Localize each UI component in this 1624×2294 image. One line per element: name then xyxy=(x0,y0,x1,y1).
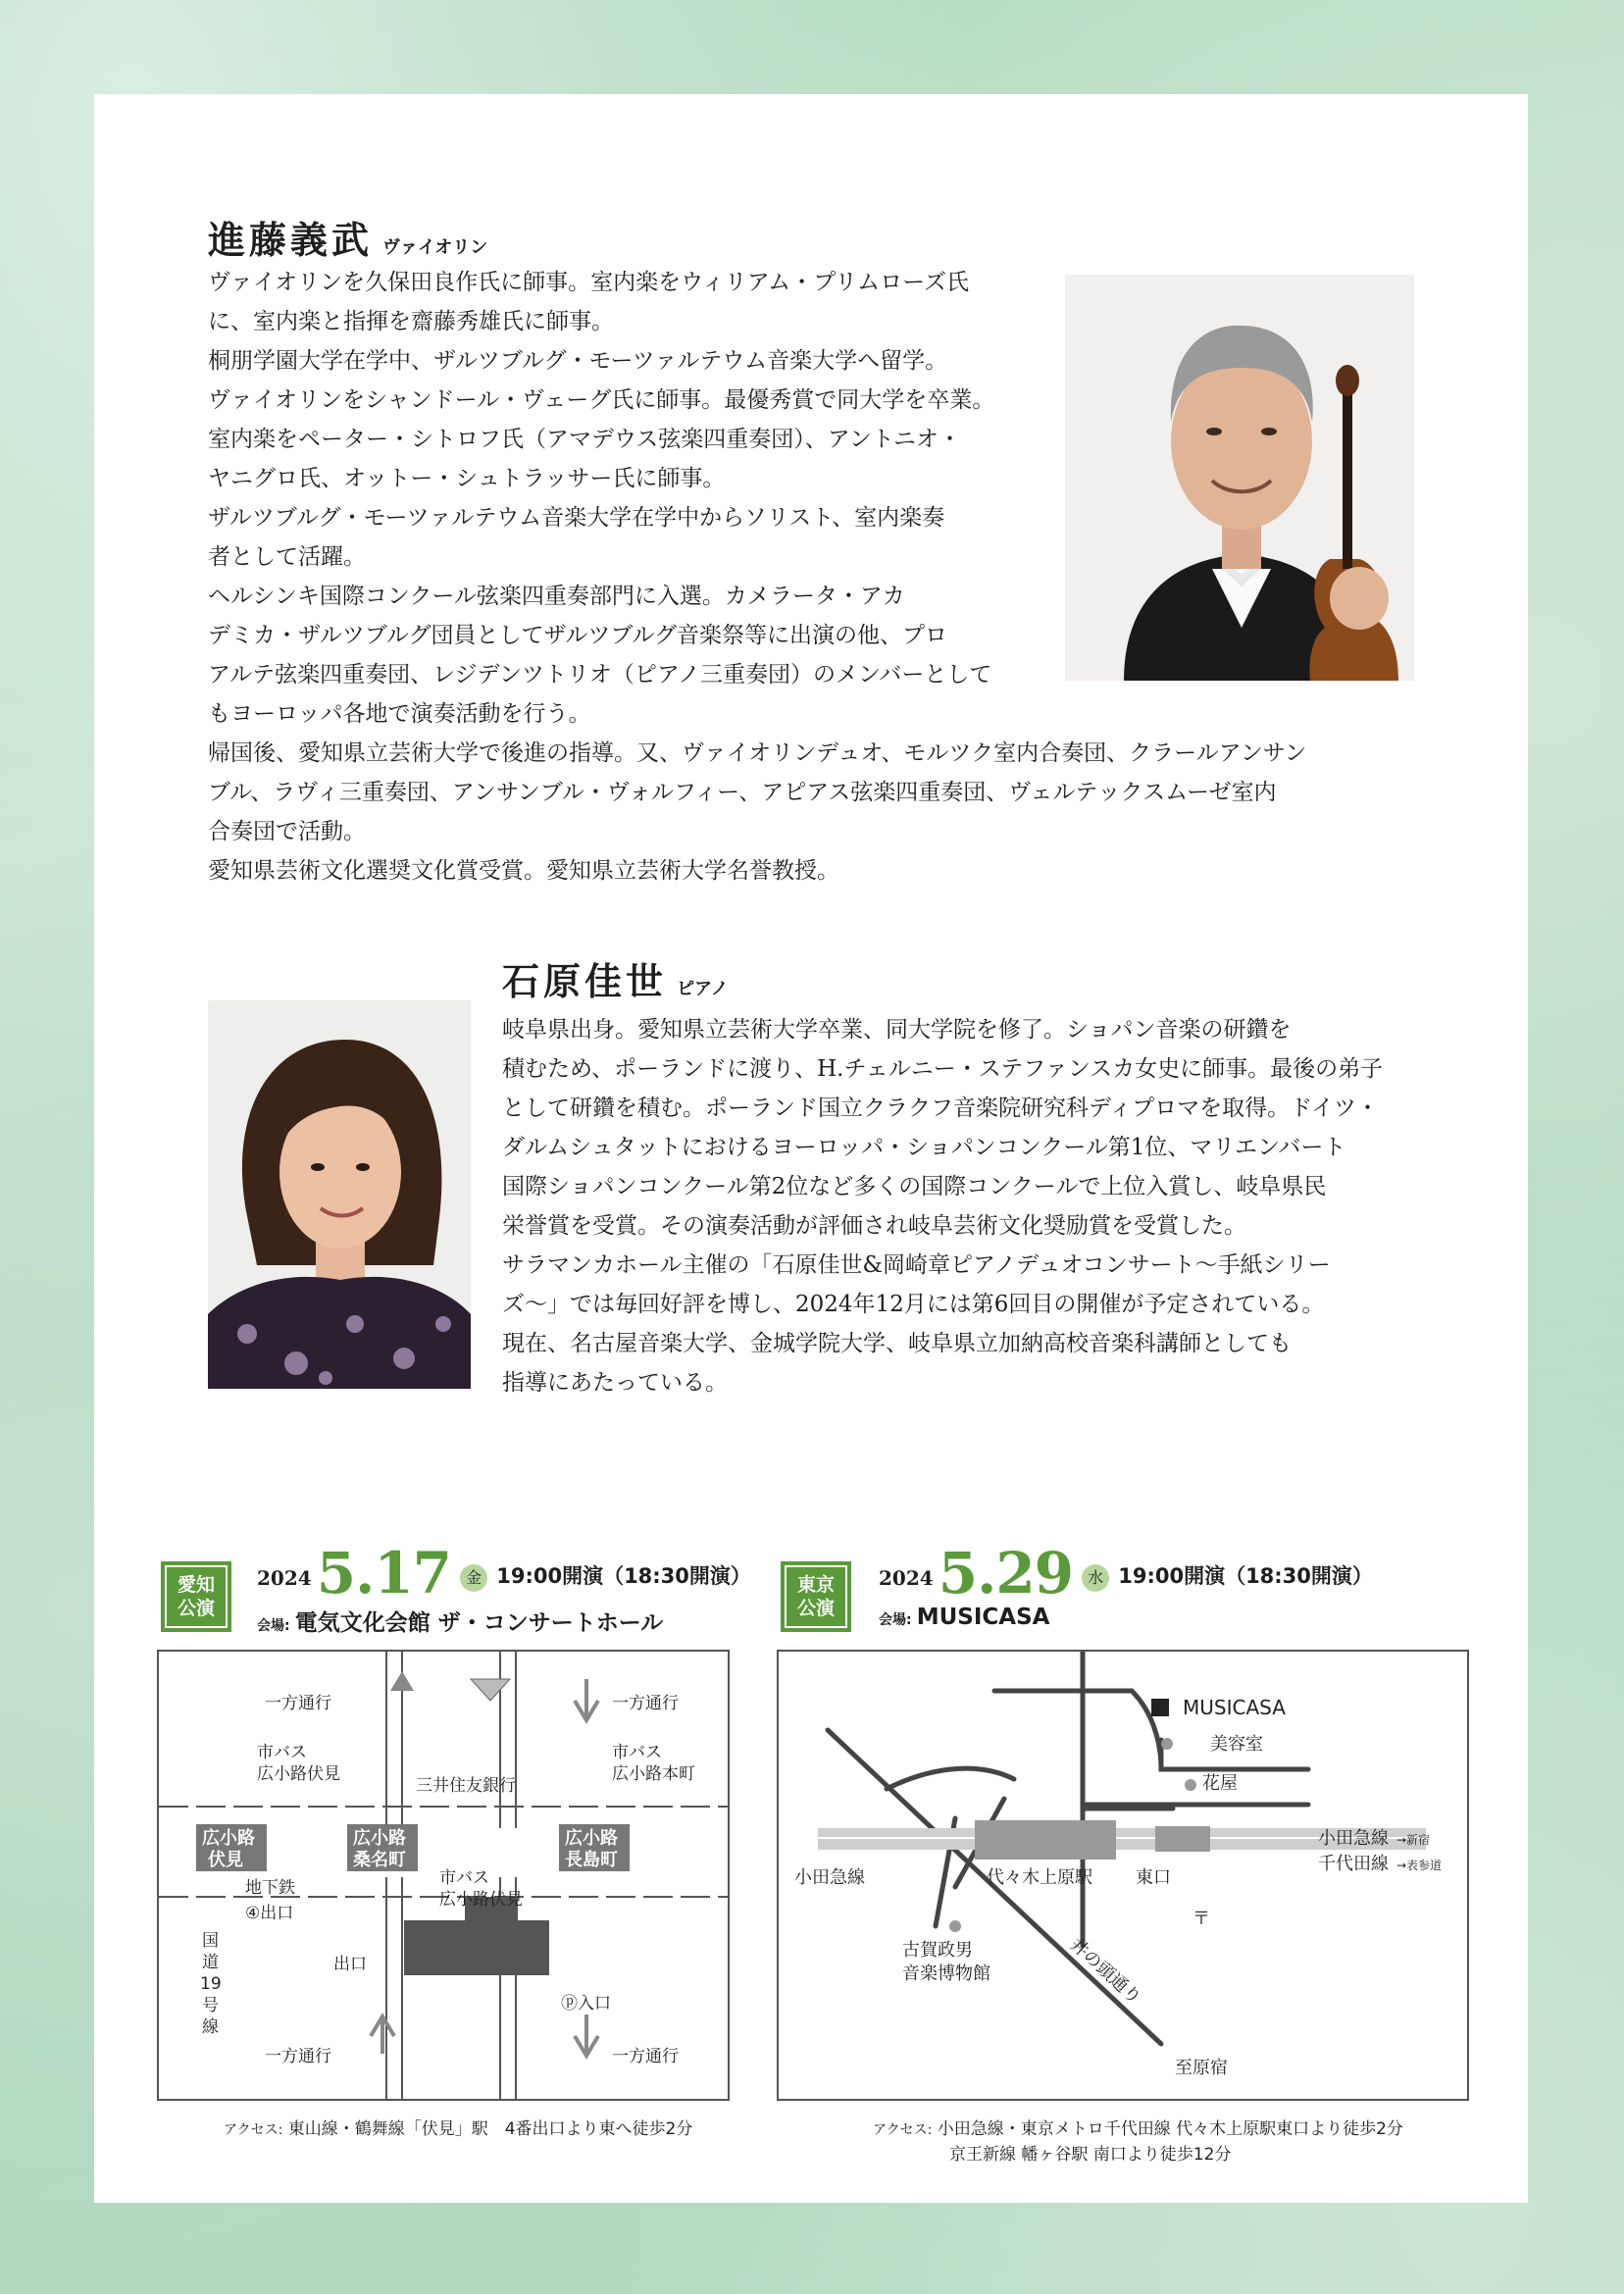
aichi-date-line xyxy=(257,1540,751,1606)
subway-label: 地下鉄 xyxy=(245,1878,295,1898)
aichi-time: 19:00開演（18:30開演） xyxy=(496,1564,751,1588)
to-shinjuku: →新宿 xyxy=(1396,1833,1431,1847)
bio-line: ズ〜」では毎回好評を博し、2024年12月には第6回目の開催が予定されている。 xyxy=(502,1292,1325,1317)
oneway-label: 一方通行 xyxy=(265,1694,331,1713)
aichi-access-label: アクセス: xyxy=(224,2122,283,2138)
bio-line: 者として活躍。 xyxy=(208,544,366,570)
tokyo-venue-name: MUSICASA xyxy=(916,1605,1050,1630)
route19: 線 xyxy=(202,2017,219,2037)
artist2-role: ピアノ xyxy=(677,979,729,999)
aichi-venue xyxy=(257,1605,663,1637)
bio-line: に、室内楽と指揮を齋藤秀雄氏に師事。 xyxy=(208,309,614,334)
tokyo-date: 5.29 xyxy=(938,1540,1074,1606)
route19: 号 xyxy=(202,1996,219,2015)
tokyo-access-label: アクセス: xyxy=(873,2122,933,2138)
bio-line: 室内楽をペーター・シトロフ氏（アマデウス弦楽四重奏団）、アントニオ・ xyxy=(208,427,961,452)
bio-line: ヴァイオリンを久保田良作氏に師事。室内楽をウィリアム・プリムローズ氏 xyxy=(208,270,970,295)
bio-line: デミカ・ザルツブルグ団員としてザルツブルグ音楽祭等に出演の他、プロ xyxy=(208,623,947,648)
artist2-name: 石原佳世 xyxy=(502,959,668,1003)
bus-stop-honmachi: 市バス xyxy=(612,1743,662,1762)
aichi-access xyxy=(224,2115,692,2139)
artist2-photo xyxy=(208,1000,471,1389)
to-omotesando: →表参道 xyxy=(1396,1859,1443,1872)
station-label: 代々木上原駅 xyxy=(987,1867,1092,1888)
east-exit-label: 東口 xyxy=(1136,1867,1171,1888)
oneway-label: 一方通行 xyxy=(265,2047,331,2066)
to-harajuku-label: 至原宿 xyxy=(1175,2058,1228,2078)
crossing-nagashima: 広小路 xyxy=(565,1828,618,1849)
odakyu-line-left: 小田急線 xyxy=(794,1867,865,1888)
bio-line: アルテ弦楽四重奏団、レジデンツトリオ（ピアノ三重奏団）のメンバーとして xyxy=(208,662,992,688)
odakyu-line-right: 小田急線 xyxy=(1318,1828,1389,1849)
bus-stop-honmachi: 広小路本町 xyxy=(612,1764,695,1784)
tokyo-date-line xyxy=(879,1540,1373,1606)
tokyo-venue xyxy=(879,1605,1049,1630)
bio-line: ダルムシュタットにおけるヨーロッパ・ショパンコンクール第1位、マリエンバート xyxy=(502,1135,1346,1160)
bio-line: 栄誉賞を受賞。その演奏活動が評価され岐阜芸術文化奨励賞を受賞した。 xyxy=(502,1213,1246,1239)
artist1-name: 進藤義武 xyxy=(208,218,374,262)
route19: 19 xyxy=(200,1974,222,1994)
tokyo-access-2 xyxy=(949,2140,1231,2165)
bio-line: ヘルシンキ国際コンクール弦楽四重奏部門に入選。カメラータ・アカ xyxy=(208,584,905,609)
bio-line: ヴァイオリンをシャンドール・ヴェーグ氏に師事。最優秀賞で同大学を卒業。 xyxy=(208,387,995,413)
aichi-date: 5.17 xyxy=(316,1540,452,1606)
oneway-label: 一方通行 xyxy=(612,1694,679,1713)
tokyo-badge-line2: 公演 xyxy=(796,1598,835,1619)
aichi-badge xyxy=(161,1561,231,1632)
aichi-badge-line1: 愛知 xyxy=(177,1574,215,1596)
bus-stop-fushimi-2: 市バス xyxy=(439,1868,489,1888)
bank-label: 三井住友銀行 xyxy=(416,1776,516,1796)
aichi-badge-line2: 公演 xyxy=(177,1598,215,1619)
artist2-heading xyxy=(502,951,729,1005)
bio-line: ヤニグロ氏、オットー・シュトラッサー氏に師事。 xyxy=(208,466,726,491)
entrance-label: ⓟ入口 xyxy=(561,1994,611,2014)
post-office-icon: 〒 xyxy=(1193,1909,1210,1929)
bio-line: ブル、ラヴィ三重奏団、アンサンブル・ヴォルフィー、アピアス弦楽四重奏団、ヴェルテックスムーゼ室内 xyxy=(208,780,1277,805)
bio-line: 合奏団で活動。 xyxy=(208,819,366,844)
bus-stop-fushimi: 市バス xyxy=(257,1743,307,1762)
musicasa-label: MUSICASA xyxy=(1183,1696,1286,1719)
tokyo-badge xyxy=(781,1561,851,1632)
tokyo-time: 19:00開演（18:30開演） xyxy=(1118,1564,1373,1588)
bio-line: として研鑽を積む。ポーランド国立クラクフ音楽院研究科ディプロマを取得。ドイツ・ xyxy=(502,1096,1380,1121)
artist1-role: ヴァイオリン xyxy=(382,237,488,258)
bio-line: 愛知県芸術文化選奨文化賞受賞。愛知県立芸術大学名誉教授。 xyxy=(208,858,839,884)
route19: 道 xyxy=(202,1953,219,1972)
aichi-access-text: 東山線・鶴舞線「伏見」駅 4番出口より東へ徒歩2分 xyxy=(287,2119,693,2139)
bio-line: 積むため、ポーランドに渡り、H.チェルニー・ステファンスカ女史に師事。最後の弟子 xyxy=(502,1056,1384,1082)
bio-line: 国際ショパンコンクール第2位など多くの国際コンクールで上位入賞し、岐阜県民 xyxy=(502,1174,1327,1199)
tokyo-access xyxy=(873,2115,1403,2139)
aichi-venue-label: 会場: xyxy=(257,1618,290,1634)
artist2-bio xyxy=(502,1010,1483,1402)
route19: 国 xyxy=(202,1931,219,1951)
museum-label: 音楽博物館 xyxy=(902,1963,990,1984)
artist1-photo xyxy=(1065,275,1414,681)
inokashira-label: 井の頭通り xyxy=(1065,1934,1145,2009)
oneway-label: 一方通行 xyxy=(612,2047,679,2066)
tokyo-venue-label: 会場: xyxy=(879,1612,912,1628)
exit4-label: ④出口 xyxy=(245,1904,294,1923)
salon-label: 美容室 xyxy=(1210,1734,1263,1755)
exit-label: 出口 xyxy=(333,1955,367,1974)
bus-stop-fushimi: 広小路伏見 xyxy=(257,1764,340,1784)
bio-line: 桐朋学園大学在学中、ザルツブルグ・モーツァルテウム音楽大学へ留学。 xyxy=(208,348,948,374)
bio-line: 帰国後、愛知県立芸術大学で後進の指導。又、ヴァイオリンデュオ、モルツク室内合奏団、クラールアンサン xyxy=(208,740,1307,766)
bio-line: 岐阜県出身。愛知県立芸術大学卒業、同大学院を修了。ショパン音楽の研鑽を xyxy=(502,1017,1292,1043)
crossing-fushimi: 伏見 xyxy=(208,1850,243,1870)
crossing-kuwana: 桑名町 xyxy=(353,1850,406,1870)
crossing-fushimi: 広小路 xyxy=(202,1828,255,1849)
tokyo-dow: 水 xyxy=(1082,1564,1109,1592)
bio-line: 現在、名古屋音楽大学、金城学院大学、岐阜県立加納高校音楽科講師としても xyxy=(502,1331,1292,1356)
aichi-venue-name: 電気文化会館 ザ・コンサートホール xyxy=(294,1610,664,1636)
bus-stop-fushimi-2: 広小路伏見 xyxy=(439,1890,523,1910)
museum-label: 古賀政男 xyxy=(902,1940,973,1961)
aichi-year: 2024 xyxy=(257,1566,312,1590)
aichi-dow: 金 xyxy=(460,1564,487,1592)
tokyo-year: 2024 xyxy=(879,1566,934,1590)
tokyo-map xyxy=(777,1650,1469,2101)
bio-line: ザルツブルグ・モーツァルテウム音楽大学在学中からソリスト、室内楽奏 xyxy=(208,505,945,531)
bio-line: 指導にあたっている。 xyxy=(502,1370,728,1396)
florist-label: 花屋 xyxy=(1202,1773,1238,1794)
bio-line: サラマンカホール主催の「石原佳世&岡崎章ピアノデュオコンサート〜手紙シリー xyxy=(502,1252,1331,1278)
artist1-heading xyxy=(208,210,487,264)
crossing-kuwana: 広小路 xyxy=(353,1828,406,1849)
tokyo-access-text: 小田急線・東京メトロ千代田線 代々木上原駅東口より徒歩2分 xyxy=(937,2119,1403,2139)
tokyo-access-text-2: 京王新線 幡ヶ谷駅 南口より徒歩12分 xyxy=(949,2145,1232,2165)
chiyoda-line: 千代田線 xyxy=(1318,1854,1389,1874)
aichi-map xyxy=(157,1650,730,2101)
tokyo-badge-line1: 東京 xyxy=(796,1574,835,1596)
bio-line: もヨーロッパ各地で演奏活動を行う。 xyxy=(208,701,591,727)
crossing-nagashima: 長島町 xyxy=(565,1850,618,1870)
